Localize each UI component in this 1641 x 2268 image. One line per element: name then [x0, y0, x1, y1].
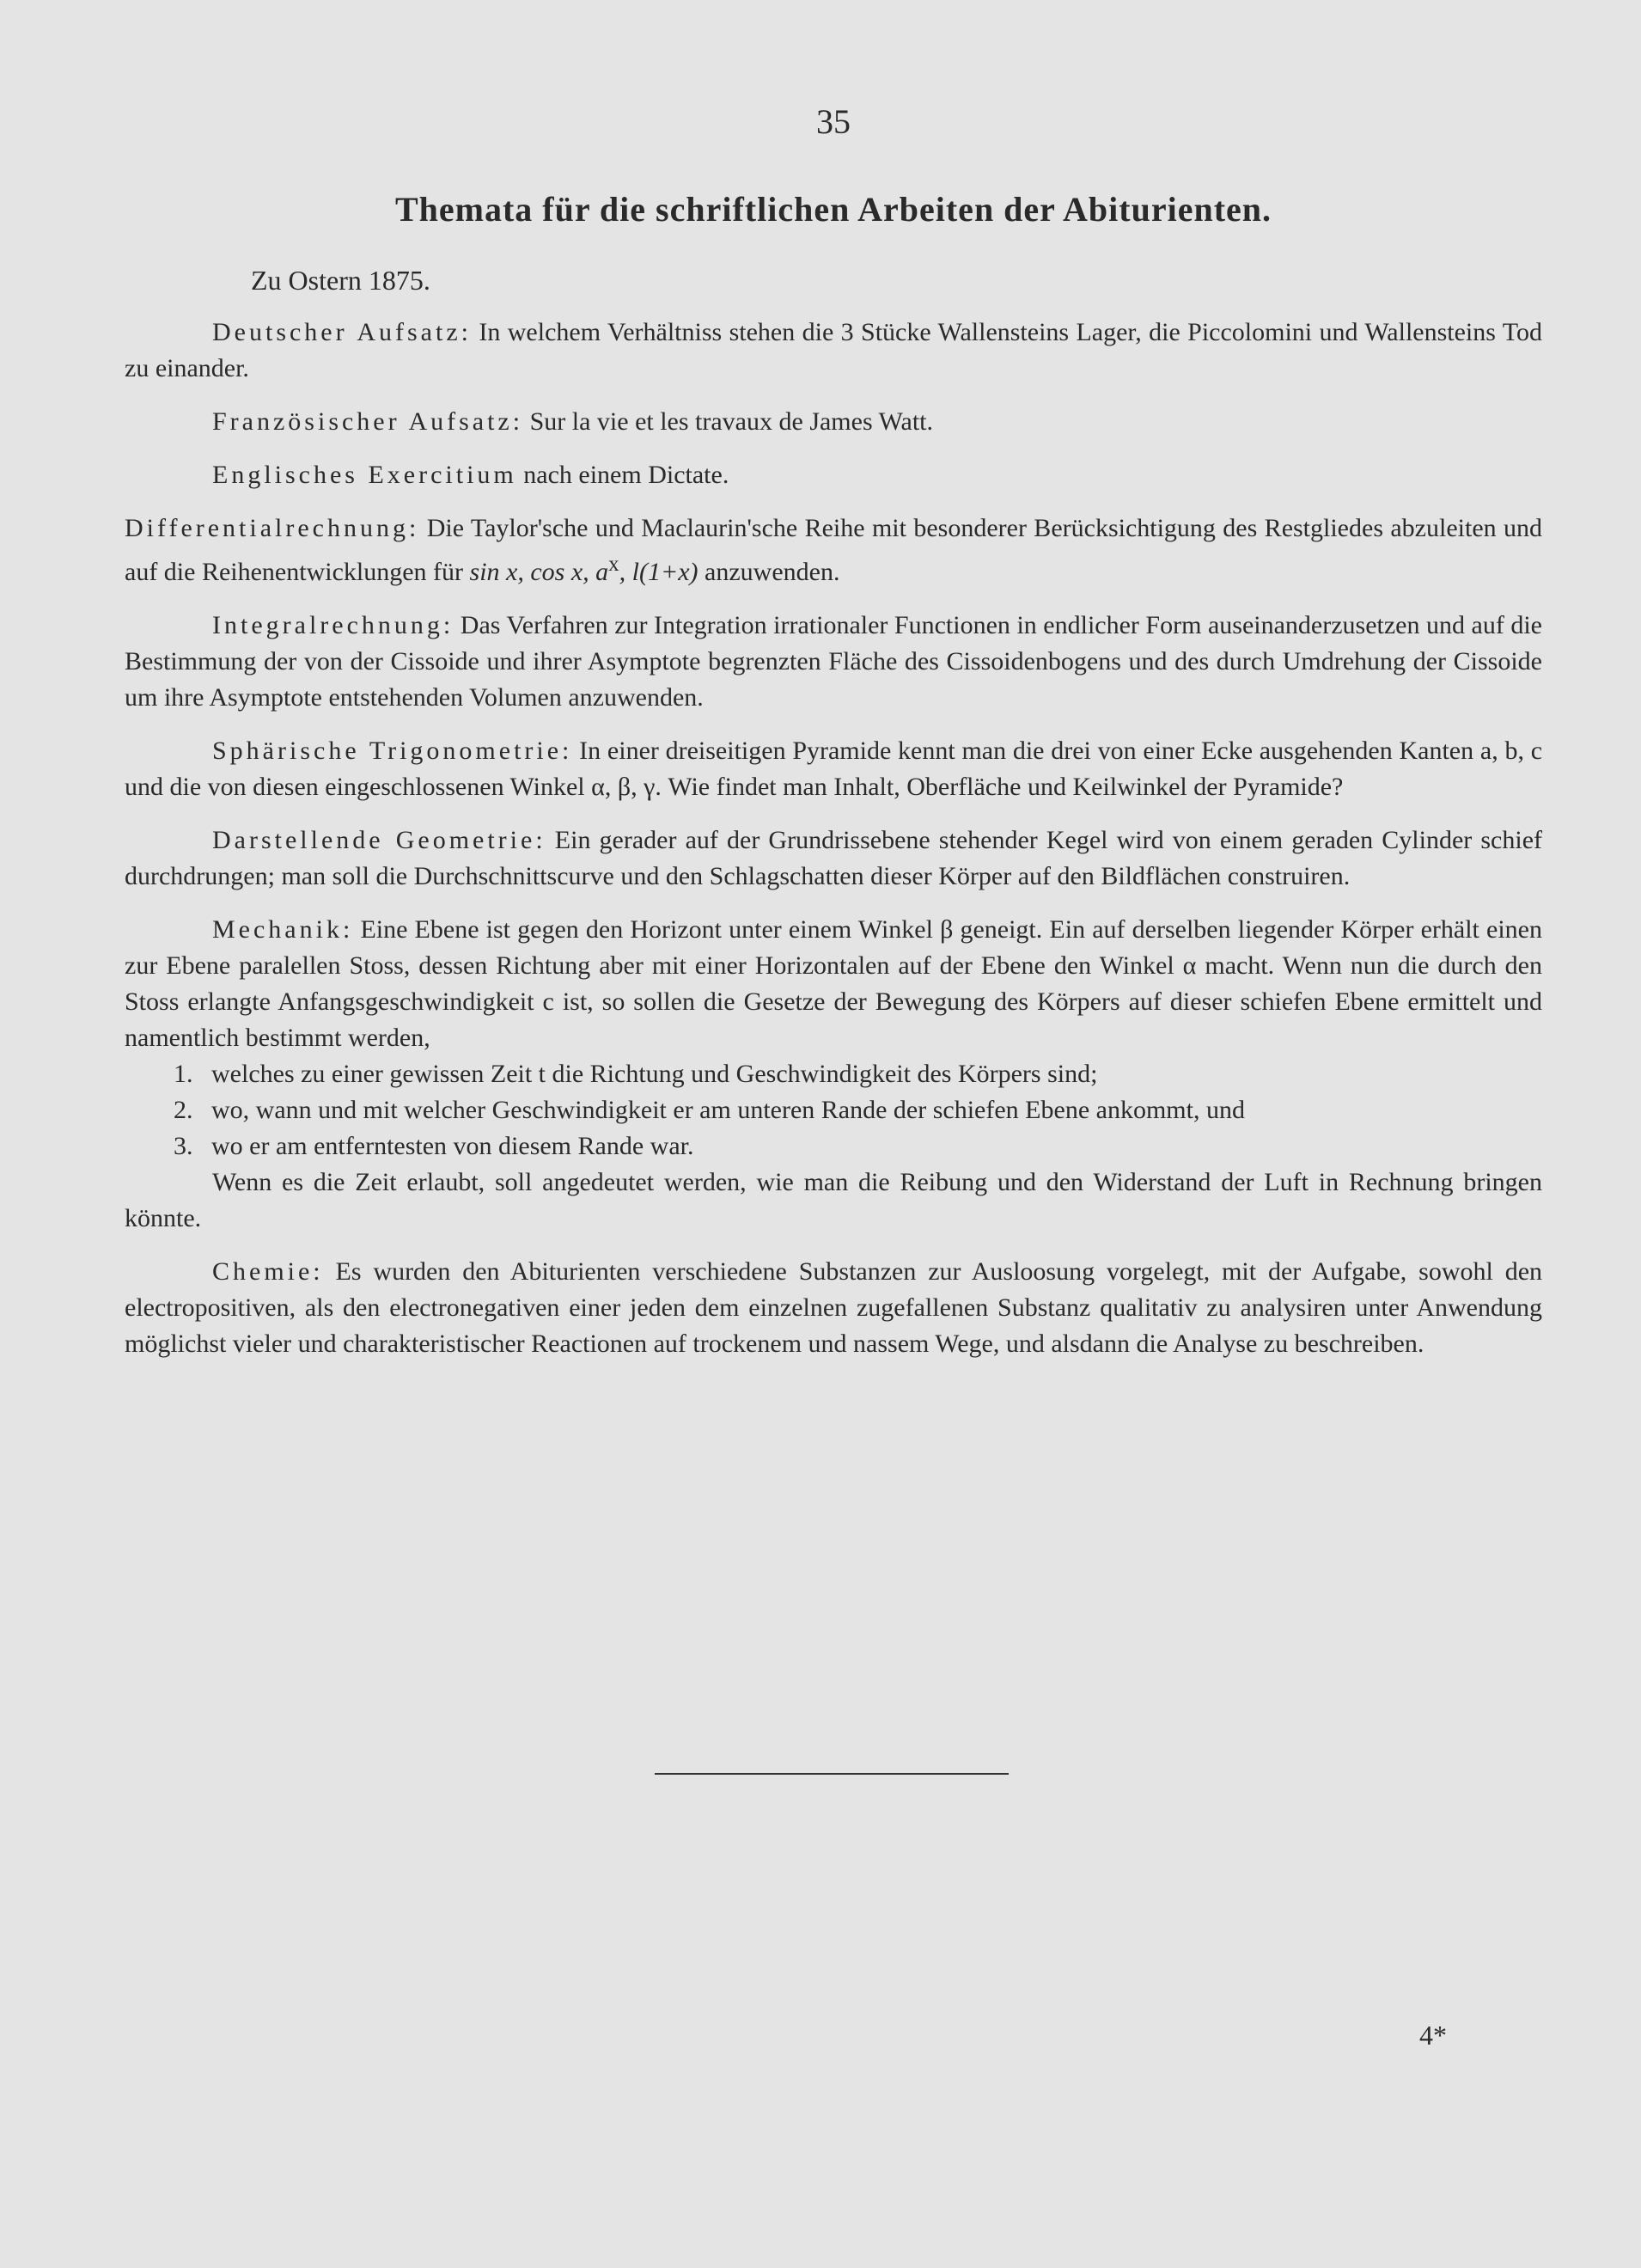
- section-text: Die Taylor'sche und Maclaurin'sche Reihe mit besonderer Berücksichtigung des Restgliedes abzuleiten und auf die Reihenentwicklungen für: [125, 514, 1543, 586]
- list-number: 3.: [174, 1132, 193, 1160]
- section-integral: [125, 608, 1542, 716]
- mechanik-list: [125, 1056, 1542, 1165]
- section-geometrie: [125, 822, 1542, 895]
- section-englisch: [125, 457, 1542, 493]
- section-text: Ein gerader auf der Grundrissebene stehender Kegel wird von einem geraden Cylinder schief durchdrungen; man soll die Durchschnittscurve und den Schlagschatten dieser Körper auf den Bildflächen construiren.: [125, 826, 1543, 890]
- page-title: Themata für die schriftlichen Arbeiten der Abiturienten.: [394, 190, 1272, 229]
- section-label: Differentialrechnung:: [125, 514, 420, 542]
- math-expression-2: , l(1+x): [619, 558, 698, 586]
- section-differential: [125, 510, 1542, 590]
- section-text: Das Verfahren zur Integration irrationaler Functionen in endlicher Form auseinanderzusetzen und auf die Bestimmung der von der Cissoide und ihrer Asymptote begrenzten Fläche des Cissoidenbogens und des durch Umdrehung der Cissoide um ihre Asymptote entstehenden Volumen anzuwenden.: [125, 611, 1543, 712]
- divider-rule: [655, 1773, 1009, 1775]
- section-trigonometrie: [125, 733, 1542, 805]
- section-label: Chemie:: [212, 1257, 324, 1286]
- section-label: Mechanik:: [212, 915, 354, 944]
- list-number: 2.: [174, 1096, 193, 1124]
- section-label: Deutscher Aufsatz:: [212, 318, 472, 346]
- signature-mark: 4*: [1419, 2020, 1447, 2051]
- section-label: Englisches Exercitium: [212, 461, 517, 489]
- section-text-end: anzuwenden.: [705, 558, 840, 586]
- section-text: In welchem Verhältniss stehen die 3 Stücke Wallensteins Lager, die Piccolomini und Wallensteins Tod zu einander.: [125, 318, 1543, 382]
- mechanik-followup: Wenn es die Zeit erlaubt, soll angedeutet werden, wie man die Reibung und den Widerstand der Luft in Rechnung bringen könnte.: [125, 1168, 1542, 1232]
- section-text: Sur la vie et les travaux de James Watt.: [529, 407, 933, 436]
- page-number: 35: [816, 102, 851, 141]
- section-franzoesisch: [125, 404, 1542, 440]
- document-body: [125, 315, 1542, 1379]
- list-text: wo, wann und mit welcher Geschwindigkeit er am unteren Rande der schiefen Ebene ankommt, und: [211, 1096, 1245, 1124]
- list-item: [174, 1056, 1542, 1092]
- section-label: Sphärische Trigonometrie:: [212, 737, 573, 765]
- section-text: Eine Ebene ist gegen den Horizont unter einem Winkel β geneigt. Ein auf derselben liegender Körper erhält einen zur Ebene paralellen Stoss, dessen Richtung aber mit einer Horizontalen auf der Ebene den Winkel α macht. Wenn nun die durch den Stoss erlangte Anfangsgeschwindigkeit c ist, so sollen die Gesetze der Bewegung des Körpers auf dieser schiefen Ebene ermittelt und namentlich bestimmt werden,: [125, 915, 1542, 1052]
- section-deutsch: [125, 315, 1542, 387]
- section-label: Darstellende Geometrie:: [212, 826, 546, 854]
- section-label: Französischer Aufsatz:: [212, 407, 524, 436]
- section-text: In einer dreiseitigen Pyramide kennt man die drei von einer Ecke ausgehenden Kanten a, b, c und die von diesen eingeschlossenen Winkel α, β, γ. Wie findet man Inhalt, Oberfläche und Keilwinkel der Pyramide?: [125, 737, 1543, 801]
- section-text: nach einem Dictate.: [523, 461, 729, 489]
- list-number: 1.: [174, 1060, 193, 1088]
- list-item: [174, 1128, 1542, 1165]
- math-superscript: x: [608, 553, 619, 576]
- subheading: Zu Ostern 1875.: [251, 265, 430, 296]
- list-text: wo er am entferntesten von diesem Rande war.: [211, 1132, 694, 1160]
- section-text: Es wurden den Abiturienten verschiedene Substanzen zur Ausloosung vorgelegt, mit der Aufgabe, sowohl den electropositiven, als den electronegativen einer jeden dem einzelnen zugefallenen Substanz qualitativ zu analysiren unter Anwendung möglichst vieler und charakteristischer Reactionen auf trockenem und nassem Wege, und alsdann die Analyse zu beschreiben.: [125, 1257, 1543, 1358]
- list-item: [174, 1092, 1542, 1128]
- section-chemie: [125, 1254, 1542, 1362]
- section-label: Integralrechnung:: [212, 611, 454, 639]
- math-expression: sin x, cos x, a: [469, 558, 609, 586]
- list-text: welches zu einer gewissen Zeit t die Richtung und Geschwindigkeit des Körpers sind;: [211, 1060, 1098, 1088]
- section-mechanik: [125, 912, 1542, 1056]
